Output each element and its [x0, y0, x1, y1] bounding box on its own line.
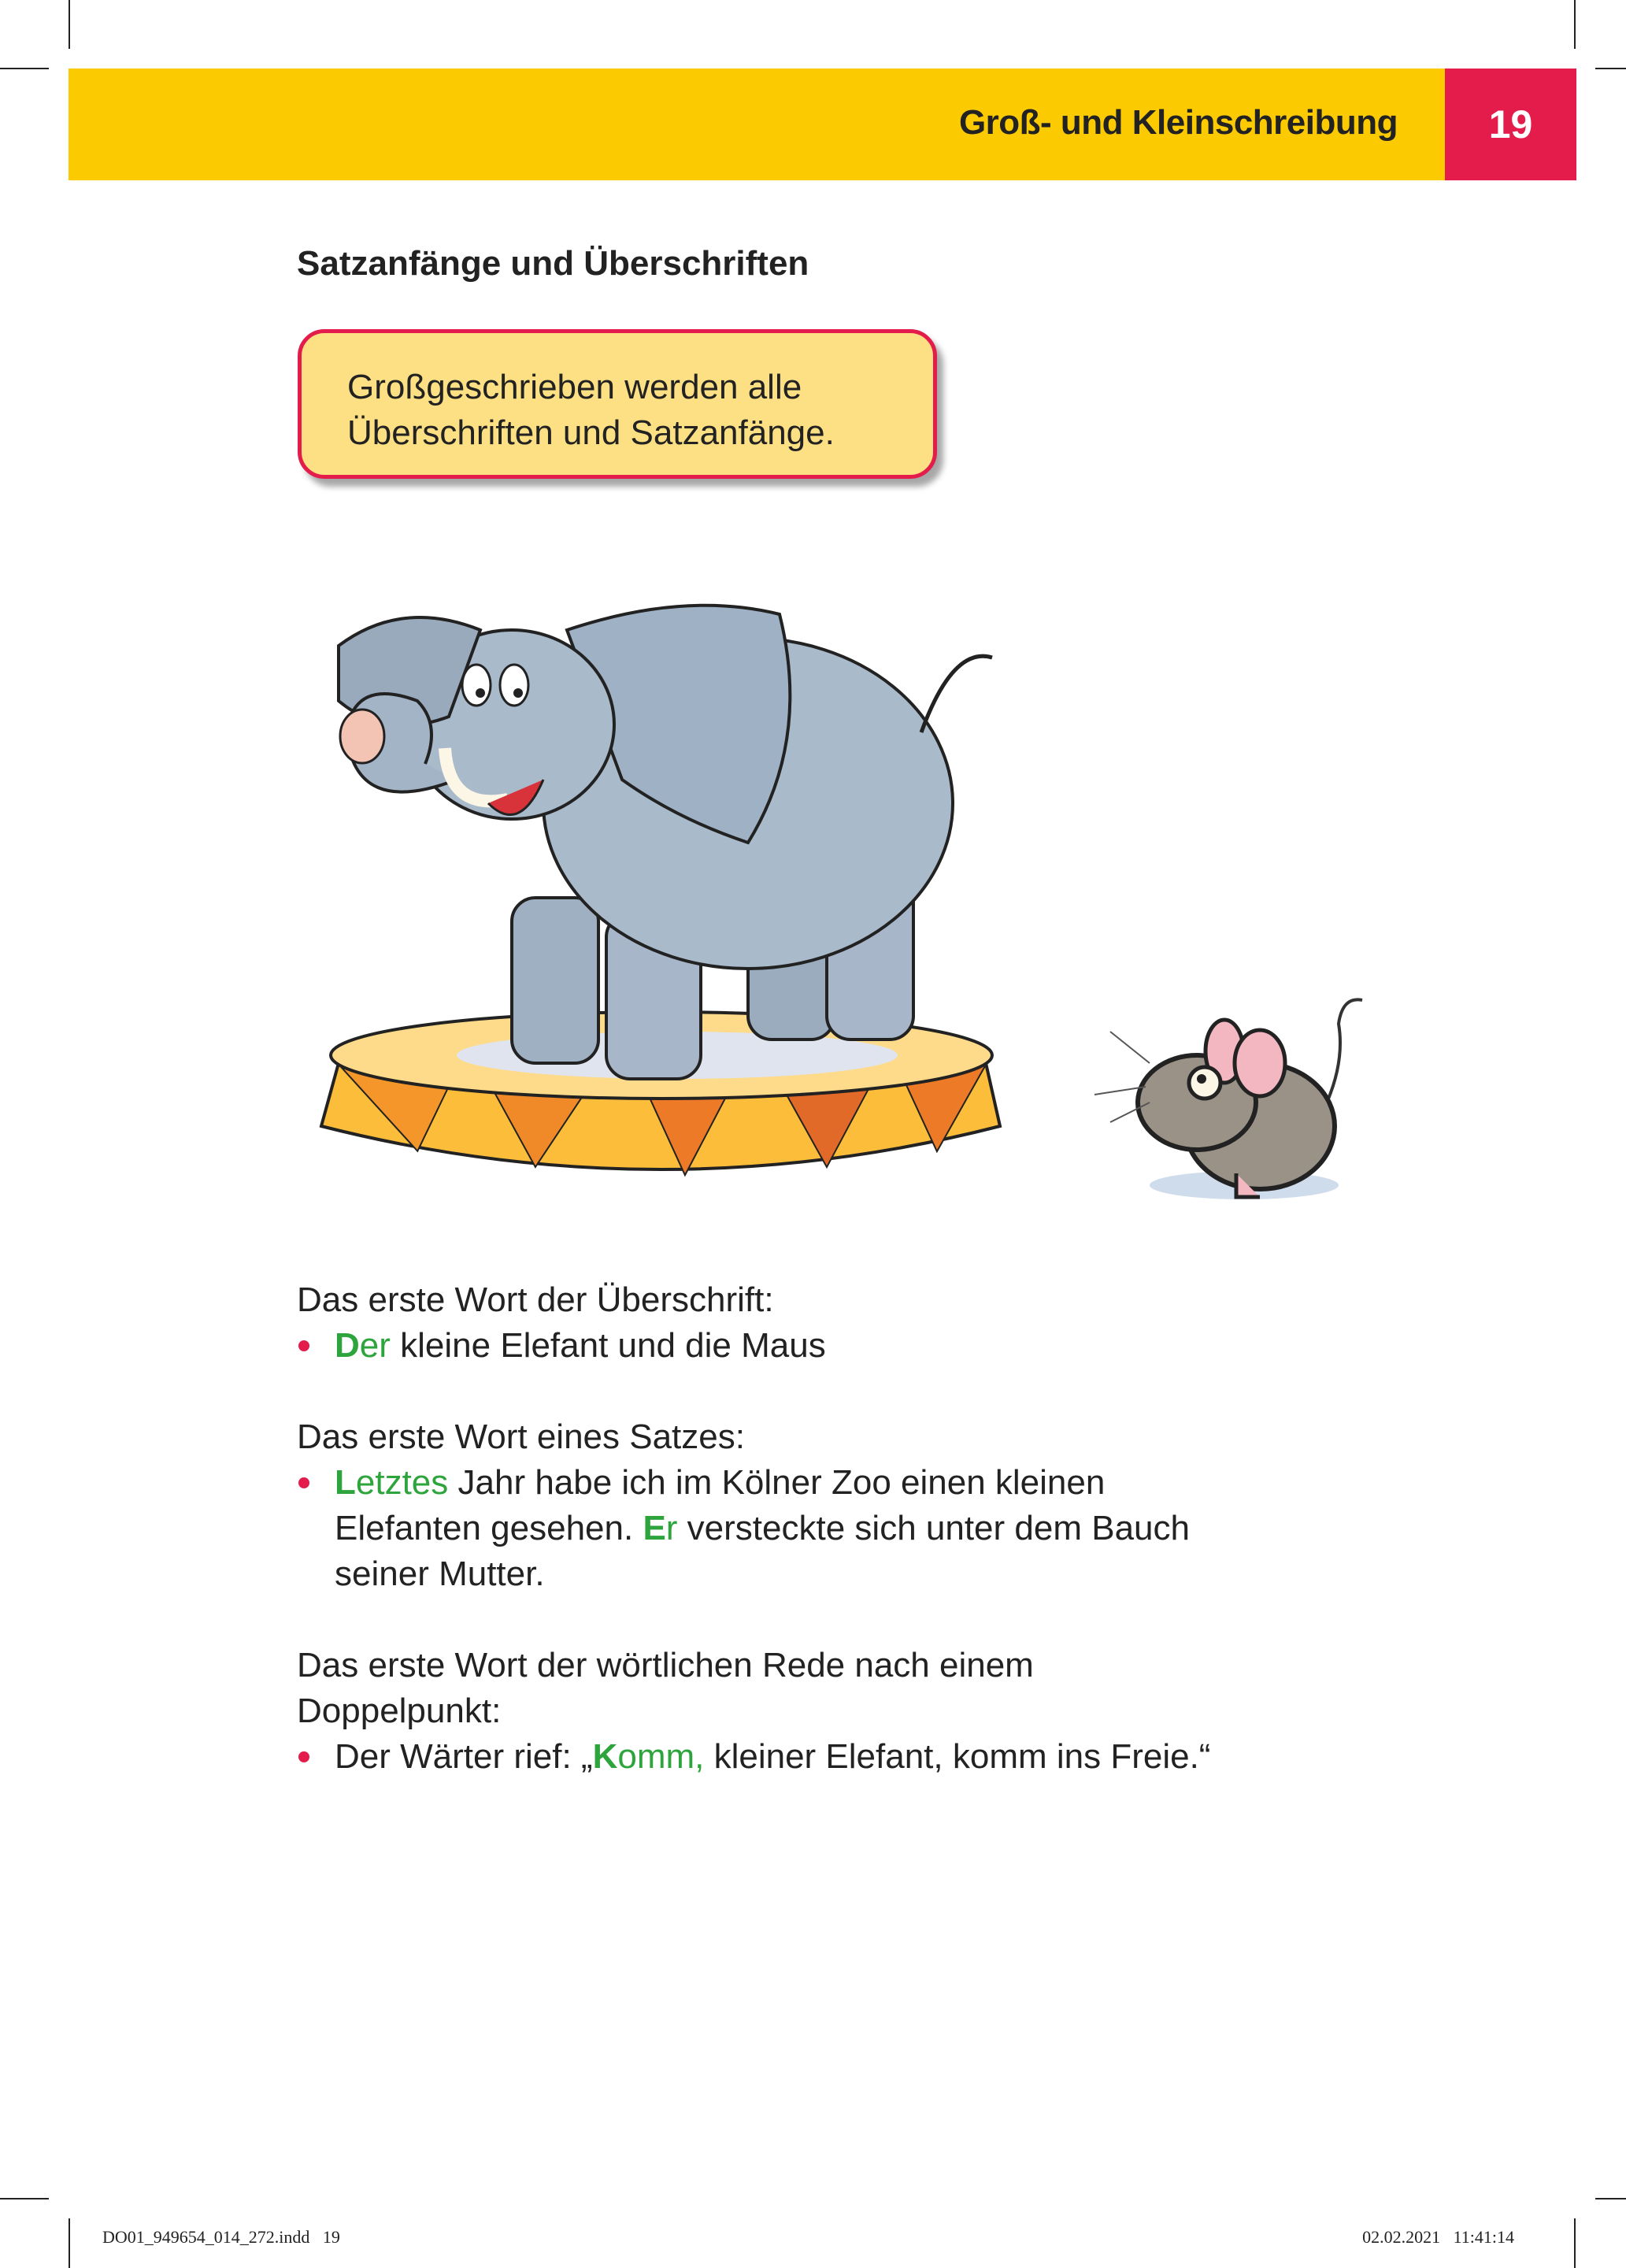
- footer-timestamp: 02.02.2021 11:41:14: [1362, 2227, 1514, 2247]
- crop-mark: [0, 68, 49, 69]
- example-text: Der Wärter rief: „: [335, 1737, 593, 1776]
- crop-mark: [1574, 2218, 1576, 2268]
- example-text: kleine Elefant und die Maus: [390, 1326, 826, 1365]
- rule-box-line: Überschriften und Satzanfänge.: [347, 413, 835, 452]
- rule-box: [298, 329, 937, 479]
- highlight-capital: L: [335, 1463, 356, 1502]
- bullet-icon: [298, 1340, 309, 1351]
- rule-label: Das erste Wort eines Satzes:: [297, 1418, 745, 1456]
- crop-mark: [69, 0, 70, 49]
- crop-mark: [0, 2198, 49, 2199]
- crop-mark: [1595, 68, 1626, 69]
- highlight-rest: etztes: [355, 1463, 449, 1502]
- rule-label: Das erste Wort der Überschrift:: [297, 1280, 774, 1319]
- rule-label: Das erste Wort der wörtlichen Rede nach einem: [297, 1646, 1034, 1684]
- bullet-icon: [298, 1477, 309, 1488]
- example-item: [297, 1323, 1210, 1369]
- example-item: [297, 1460, 1210, 1597]
- example-text: seiner Mutter.: [335, 1555, 545, 1593]
- example-text: Jahr habe ich im Kölner Zoo einen kleinen: [448, 1463, 1106, 1502]
- crop-mark: [1574, 0, 1576, 49]
- highlight-rest: r: [665, 1509, 678, 1547]
- chapter-header-band: [69, 69, 1445, 180]
- example-text: Elefanten gesehen.: [335, 1509, 643, 1547]
- section-title: Satzanfänge und Überschriften: [297, 244, 809, 283]
- chapter-title: Groß- und Kleinschreibung: [958, 103, 1398, 142]
- page-number: 19: [1445, 69, 1576, 180]
- crop-mark: [1595, 2198, 1626, 2199]
- crop-mark: [69, 2218, 70, 2268]
- footer-file-slug: DO01_949654_014_272.indd 19: [102, 2227, 340, 2247]
- bullet-icon: [298, 1751, 309, 1762]
- mouse-illustration: [1079, 976, 1378, 1213]
- highlight-capital: K: [592, 1737, 618, 1776]
- highlight-rest: er: [359, 1326, 391, 1365]
- rule-label: Doppelpunkt:: [297, 1692, 502, 1730]
- highlight-rest: omm,: [617, 1737, 705, 1776]
- example-text: versteckte sich unter dem Bauch: [677, 1509, 1190, 1547]
- elephant-illustration: [307, 583, 1016, 1213]
- example-text: kleiner Elefant, komm ins Freie.“: [704, 1737, 1211, 1776]
- rule-box-line: Großgeschrieben werden alle: [347, 368, 802, 406]
- highlight-capital: D: [335, 1326, 360, 1365]
- highlight-capital: E: [643, 1509, 666, 1547]
- rule-list: [297, 1277, 1210, 1780]
- example-item: [297, 1734, 1210, 1780]
